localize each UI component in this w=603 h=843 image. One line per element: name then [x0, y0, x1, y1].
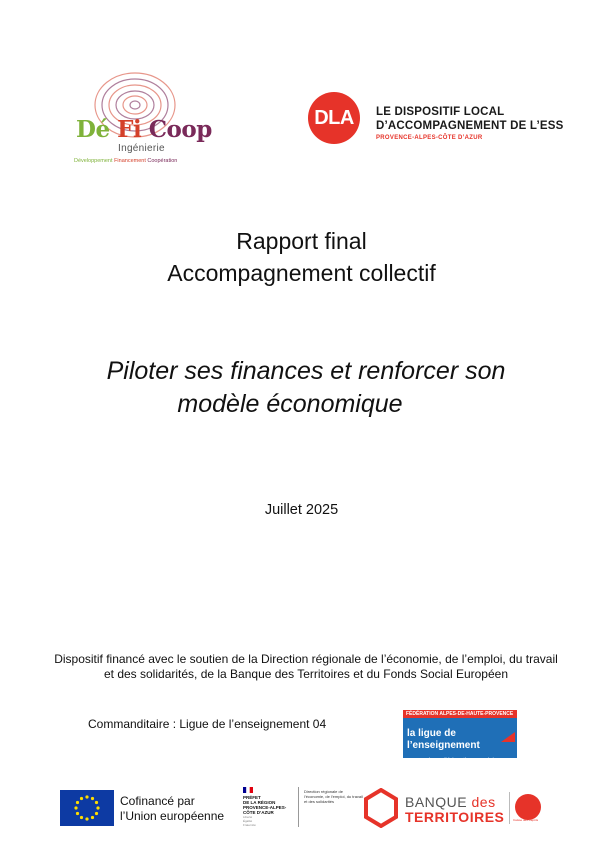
ligue-federation: FÉDÉRATION ALPES-DE-HAUTE-PROVENCE: [403, 710, 517, 718]
defi-coop-logo: [70, 70, 212, 170]
commanditaire-text: Commanditaire : Ligue de l’enseignement 04: [88, 717, 327, 731]
dla-line1: LE DISPOSITIF LOCAL: [376, 106, 505, 118]
report-subtitle-line1: Piloter ses finances et renforcer son: [106, 357, 506, 385]
eu-text-line2: l’Union européenne: [120, 809, 225, 823]
prefet-motto: Liberté Égalité Fraternité: [243, 815, 256, 827]
eu-text-line1: Cofinancé par: [120, 794, 195, 808]
ligue-arrow-icon: [501, 732, 515, 742]
bdt-divider: [509, 792, 510, 824]
eu-cofinance-text: [120, 794, 224, 824]
ligue-name-line1: la ligue de: [407, 728, 456, 739]
report-type: Accompagnement collectif: [167, 260, 436, 286]
ligue-tagline: un avenir par l’éducation populaire: [407, 758, 499, 764]
prefet-divider: [298, 787, 299, 827]
report-subtitle-line2: modèle économique: [177, 390, 403, 418]
defi-coop-subtitle: Ingénierie: [118, 143, 165, 154]
bdt-name-line2: TERRITOIRES: [405, 809, 505, 825]
prefet-region-logo: [243, 787, 295, 827]
ligue-name-line2: l’enseignement: [407, 740, 480, 751]
prefet-direction: Direction régionale de l’économie, de l’emploi, du travail et des solidarités: [304, 789, 363, 804]
defi-coop-wordmark: Dé Fi Coop: [76, 116, 212, 143]
marianne-flag-icon: [243, 787, 253, 793]
prefet-title: PRÉFET DE LA RÉGION PROVENCE-ALPES- CÔTE D’AZUR: [243, 795, 287, 815]
ligue-body: [403, 718, 517, 764]
bdt-name-line1: BANQUE des: [405, 794, 496, 810]
report-title: Rapport final: [236, 228, 367, 254]
report-date: Juillet 2025: [264, 502, 339, 518]
dla-mark: DLA: [308, 92, 360, 144]
defi-coop-tagline: Développement Financement Coopération: [74, 158, 178, 164]
dla-logo: [308, 92, 588, 142]
caisse-des-depots-icon: [515, 794, 541, 820]
eu-flag-icon: [60, 790, 114, 826]
cdc-label: Caisse des Dépôts: [513, 818, 539, 822]
funding-statement: Dispositif financé avec le soutien de la Direction régionale de l’économie, de l’emploi, du travail et des solidarités, de la Banque des Territoires et du Fonds Social Européen: [54, 652, 558, 681]
dla-line2: D’ACCOMPAGNEMENT DE L’ESS: [376, 120, 564, 132]
ligue-enseignement-logo: [403, 710, 517, 764]
dla-region: PROVENCE-ALPES-CÔTE D’AZUR: [376, 135, 483, 141]
hexagon-icon: [363, 788, 399, 828]
banque-des-territoires-logo: [363, 788, 553, 828]
